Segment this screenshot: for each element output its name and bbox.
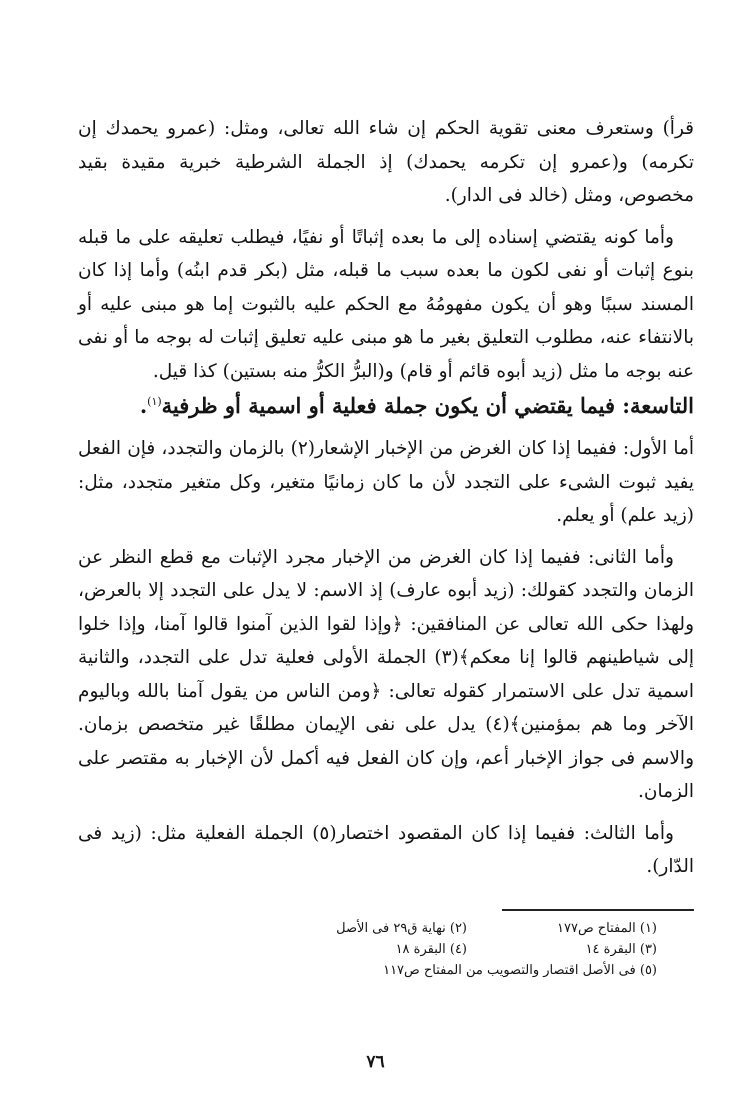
footnote-5: (٥) فى الأصل اقتصار والتصويب من المفتاح ص١١٧: [383, 963, 657, 978]
paragraph-1: قرأ) وستعرف معنى تقوية الحكم إن شاء الله تعالى، ومثل: (عمرو يحمدك إن تكرمه) و(عمرو إن تكرمه يحمدك) إذ الجملة الشرطية خبرية مقيدة بقيد مخصوص، ومثل (خالد فى الدار).: [78, 118, 694, 206]
footnote-4: (٤) البقرة ١٨: [395, 942, 467, 957]
footnote-3: (٣) البقرة ١٤: [585, 942, 657, 957]
section-heading: التاسعة: فيما يقتضي أن يكون جملة فعلية أو اسمية أو ظرفية$^{(١)}$.: [139, 393, 694, 418]
footnote-row: [237, 939, 657, 960]
footnotes: [237, 918, 657, 981]
paragraph-5: وأما الثالث: ففيما إذا كان المقصود اختصار(٥) الجملة الفعلية مثل: (زيد فى الدّار).: [78, 822, 694, 877]
footnote-1: (١) المفتاح ص١٧٧: [556, 921, 657, 936]
section-heading-text: التاسعة: فيما يقتضي أن يكون جملة فعلية أو اسمية أو ظرفية: [161, 393, 694, 418]
footnote-marker-1: (١): [147, 395, 162, 408]
paragraph-4: وأما الثانى: ففيما إذا كان الغرض من الإخبار مجرد الإثبات مع قطع النظر عن الزمان والتجدد كقولك: (زيد أبوه عارف) إذ الاسم: لا يدل على التجدد إلا بالعرض، ولهذا حكى الله تعالى عن المنافقين: ﴿وإذا لقوا الذين آمنوا قالوا آمنا، وإذا خلوا إلى شياطينهم قالوا إنا معكم﴾(٣) الجملة الأولى فعلية تدل على التجدد، والثانية اسمية تدل على الاستمرار كقوله تعالى: ﴿ومن الناس من يقول آمنا بالله وباليوم الآخر وما هم بمؤمنين﴾(٤) يدل على نفى الإيمان مطلقًا غير متخصص بزمان. والاسم فى جواز الإخبار أعم، وإن كان الفعل فيه أكمل لأن الإخبار به مقتصر على الزمان.: [78, 546, 695, 802]
footnote-divider: [502, 909, 694, 911]
paragraph-3: أما الأول: ففيما إذا كان الغرض من الإخبار الإشعار(٢) بالزمان والتجدد، فإن الفعل يفيد ثبوت الشىء على التجدد لأن ما كان زمانيًا متغير، وكل متغير متجدد، مثل: (زيد علم) أو يعلم.: [78, 438, 695, 526]
page-number: ٧٦: [366, 1052, 385, 1072]
footnote-row: [237, 918, 657, 939]
page-body: [78, 112, 694, 884]
paragraph-2: وأما كونه يقتضي إسناده إلى ما بعده إثباتًا أو نفيًا، فيطلب تعليقه على ما قبله بنوع إثبات أو نفى لكون ما بعده سبب ما قبله، مثل (بكر قدم ابنُه) وأما إذا كان المسند سببًا وهو أن يكون مفهومُهُ مع الحكم عليه بالثبوت إما هو مبنى عليه أو بالانتفاء عنه، مطلوب التعليق بغير ما هو مبنى عليه تعليق إثبات له بوجه ما أو نفى عنه بوجه ما مثل (زيد أبوه قائم أو قام) و(البرُّ الكرُّ منه بستين) كذا قيل.: [78, 226, 694, 382]
footnote-2: (٢) نهاية ق٢٩ فى الأصل: [336, 921, 467, 936]
